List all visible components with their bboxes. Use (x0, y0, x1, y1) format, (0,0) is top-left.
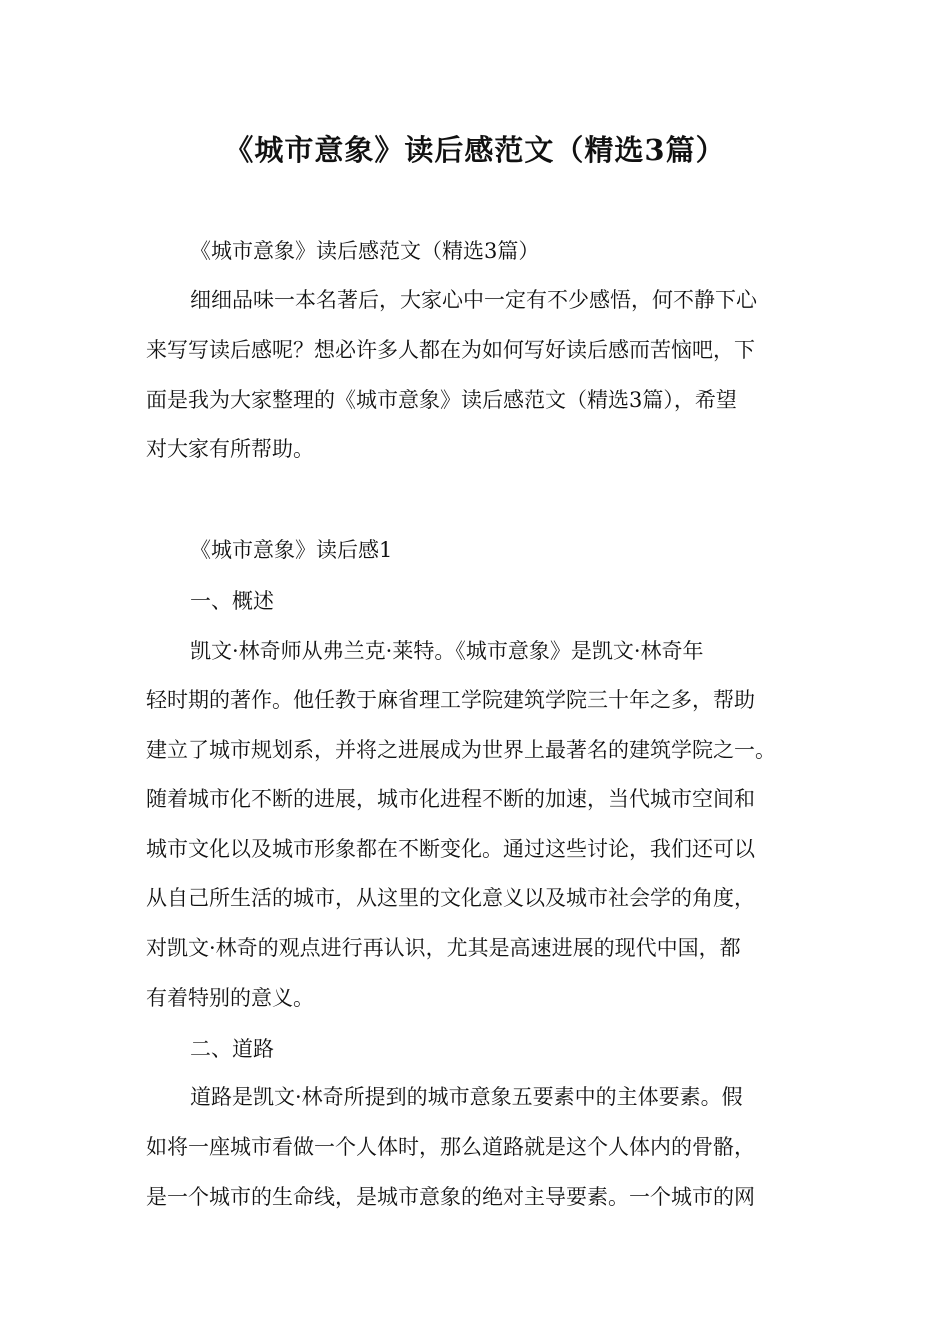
part1-line-1: 凯文·林奇师从弗兰克·莱特。《城市意象》是凯文·林奇年 (190, 639, 704, 663)
part2-heading: 二、道路 (190, 1037, 274, 1061)
intro-line-2: 来写写读后感呢？想必许多人都在为如何写好读后感而苦恼吧，下 (146, 338, 755, 362)
intro-line-1: 细细品味一本名著后，大家心中一定有不少感悟，何不静下心 (190, 288, 757, 312)
document-subtitle: 《城市意象》读后感范文（精选3篇） (190, 239, 540, 263)
document-title: 《城市意象》读后感范文（精选3篇） (224, 133, 726, 167)
part1-line-6: 从自己所生活的城市，从这里的文化意义以及城市社会学的角度， (146, 886, 755, 910)
section-heading: 《城市意象》读后感1 (190, 538, 393, 562)
intro-line-4: 对大家有所帮助。 (146, 437, 314, 461)
intro-line-3: 面是我为大家整理的《城市意象》读后感范文（精选3篇），希望 (146, 388, 737, 412)
part2-line-1: 道路是凯文·林奇所提到的城市意象五要素中的主体要素。假 (190, 1085, 743, 1109)
part1-line-5: 城市文化以及城市形象都在不断变化。通过这些讨论，我们还可以 (146, 837, 755, 861)
part2-line-2: 如将一座城市看做一个人体时，那么道路就是这个人体内的骨骼， (146, 1135, 755, 1159)
part1-line-7: 对凯文·林奇的观点进行再认识，尤其是高速进展的现代中国，都 (146, 936, 741, 960)
part1-line-2: 轻时期的著作。他任教于麻省理工学院建筑学院三十年之多，帮助 (146, 688, 755, 712)
part2-line-3: 是一个城市的生命线，是城市意象的绝对主导要素。一个城市的网 (146, 1185, 755, 1209)
part1-line-3: 建立了城市规划系，并将之进展成为世界上最著名的建筑学院之一。 (146, 738, 776, 762)
part1-line-8: 有着特别的意义。 (146, 986, 314, 1010)
part1-heading: 一、概述 (190, 589, 274, 613)
part1-line-4: 随着城市化不断的进展，城市化进程不断的加速，当代城市空间和 (146, 787, 755, 811)
